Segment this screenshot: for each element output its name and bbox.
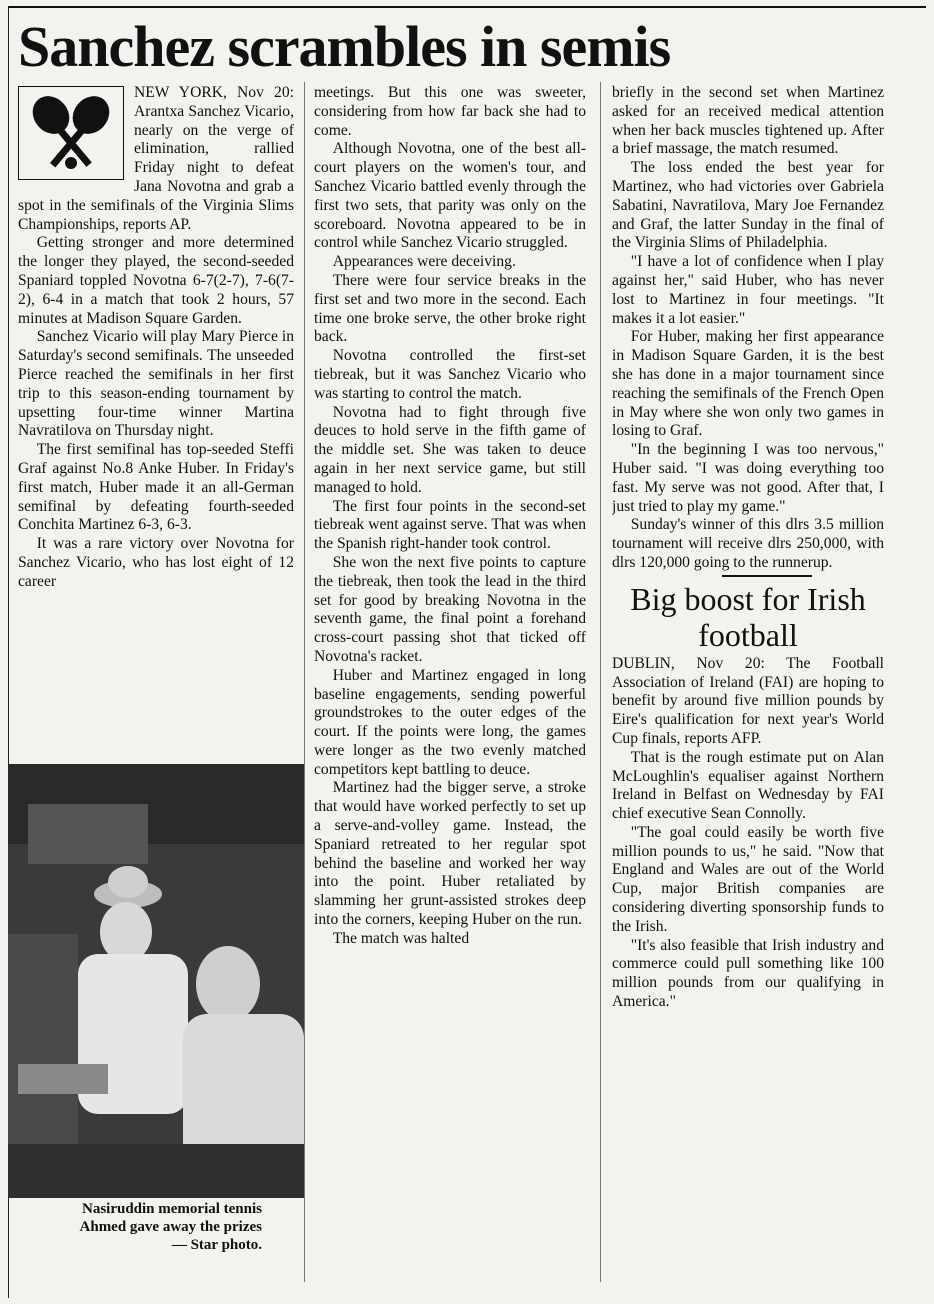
paragraph: Appearances were deceiving. bbox=[332, 253, 516, 271]
paragraph: Novotna had to fight through five deuces to hold serve in the fifth game of the middle set. She was taken to deuce again in her next service game, but still managed to hold. bbox=[314, 403, 586, 496]
paragraph: Getting stronger and more determined the longer they played, the second-seeded Spaniard toppled Novotna 6-7(2-7), 7-6(7-2), 6-4 in a match that took 2 hours, 57 minutes at Madison Square Garden. bbox=[18, 234, 294, 327]
paragraph: The match was halted bbox=[332, 929, 470, 947]
paragraph: Martinez had the bigger serve, a stroke that would have worked perfectly to set up a serve-and-volley game. Instead, the Spaniard retreated to her regular spot behind the baseline and worked her way into the point. Huber retaliated by slamming her grunt-assisted strokes deep into the corners, keeping Huber on the run. bbox=[314, 779, 586, 929]
paragraph: That is the rough estimate put on Alan McLoughlin's equaliser against Northern Ireland in Belfast on Wednesday by FAI chief executive Sean Connolly. bbox=[612, 748, 884, 823]
column-divider bbox=[304, 82, 305, 1282]
news-photo bbox=[8, 764, 304, 1198]
paragraph: She won the next five points to capture the tiebreak, then took the lead in the third set for good by breaking Novotna in the seventh game, the final point a forehand cross-court passing shot that ticked off Novotna's racket. bbox=[314, 553, 586, 665]
top-rule bbox=[8, 6, 926, 8]
sub-headline: Big boost for Irish football bbox=[630, 580, 866, 653]
paragraph: The first semifinal has top-seeded Steffi Graf against No.8 Anke Huber. In Friday's first match, Huber made it an all-German semifinal by defeating fourth-seeded Conchita Martinez 6-3, 6-3. bbox=[18, 441, 294, 534]
column-divider bbox=[600, 82, 601, 1282]
paragraph: Sanchez Vicario will play Mary Pierce in Saturday's second semifinals. The unseeded Pierce reached the semifinals in her first trip to this season-ending tournament by upsetting four-time winner Martina Navratilova on Thursday night. bbox=[18, 328, 294, 440]
paragraph: "I have a lot of confidence when I play against her," said Huber, who has never lost to Martinez in four meetings. "It makes it a lot easier." bbox=[612, 253, 884, 327]
photo-caption bbox=[8, 1200, 262, 1254]
paragraph: DUBLIN, Nov 20: The Football Association of Ireland (FAI) are hoping to benefit by around five million pounds by Eire's qualification for next year's World Cup finals, reports AFP. bbox=[612, 654, 884, 747]
article-column-2 bbox=[314, 84, 586, 1274]
paragraph: meetings. But this one was sweeter, considering from how far back she had to come. bbox=[314, 84, 586, 139]
paragraph: Sunday's winner of this dlrs 3.5 million tournament will receive dlrs 250,000, with dlrs 120,000 going to the runnerup. bbox=[612, 516, 884, 571]
paragraph: There were four service breaks in the first set and two more in the second. Each time one broke serve, the other broke right back. bbox=[314, 271, 586, 346]
article-column-3 bbox=[612, 84, 884, 1274]
headline: Sanchez scrambles in semis bbox=[18, 14, 671, 79]
paragraph: Novotna controlled the first-set tiebreak, but it was Sanchez Vicario who was starting to control the match. bbox=[314, 347, 586, 402]
crossed-rackets-icon bbox=[18, 86, 124, 180]
caption-line: Nasiruddin memorial tennis bbox=[81, 1201, 262, 1217]
paragraph: NEW YORK, Nov 20: Arantxa Sanchez Vicario, nearly on the verge of elimination, rallied Friday night to defeat Jana Novotna and grab a spot in the semifinals of the Virginia Slims Championships, reports AP. bbox=[18, 84, 294, 233]
caption-line: Ahmed gave away the prizes bbox=[79, 1219, 262, 1235]
caption-credit: — Star photo. bbox=[171, 1237, 262, 1253]
paragraph: "In the beginning I was too nervous," Huber said. "I was doing everything too fast. My serve was not good. After that, I just tried to play my game." bbox=[612, 441, 884, 515]
paragraph: The loss ended the best year for Martinez, who had victories over Gabriela Sabatini, Navratilova, Mary Joe Fernandez and Graf, the latter Sunday in the final of the Virginia Slims of Philadelphia. bbox=[612, 159, 884, 252]
paragraph: "The goal could easily be worth five million pounds to us," he said. "Now that England and Wales are out of the World Cup, major British companies are considering diverting sponsorship funds to the Irish. bbox=[612, 823, 884, 935]
section-rule bbox=[722, 575, 812, 577]
paragraph: The first four points in the second-set tiebreak went against serve. That was when the Spanish right-hander took control. bbox=[314, 497, 586, 553]
paragraph: "It's also feasible that Irish industry and commerce could pull something like 100 million pounds from our qualifying in America." bbox=[612, 936, 884, 1011]
paragraph: It was a rare victory over Novotna for Sanchez Vicario, who has lost eight of 12 career bbox=[18, 535, 294, 590]
article-column-1 bbox=[18, 84, 294, 754]
paragraph: Huber and Martinez engaged in long baseline engagements, sending powerful groundstrokes to the outer edges of the court. If the points were long, the games were longer as the two evenly matched competitors kept battling to deuce. bbox=[314, 666, 586, 778]
paragraph: Although Novotna, one of the best all-court players on the women's tour, and Sanchez Vicario battled evenly through the first two sets, that parity was only on the scoreboard. Novotna appeared to be in control while Sanchez Vicario struggled. bbox=[314, 140, 586, 252]
paragraph: briefly in the second set when Martinez asked for an received medical attention when her back muscles tightened up. After a brief massage, the match resumed. bbox=[612, 84, 884, 158]
newspaper-clipping bbox=[8, 6, 926, 1298]
paragraph: For Huber, making her first appearance in Madison Square Garden, it is the best she has done in a major tournament since reaching the semifinals of the French Open in May where she won only two games in losing to Graf. bbox=[612, 328, 884, 440]
